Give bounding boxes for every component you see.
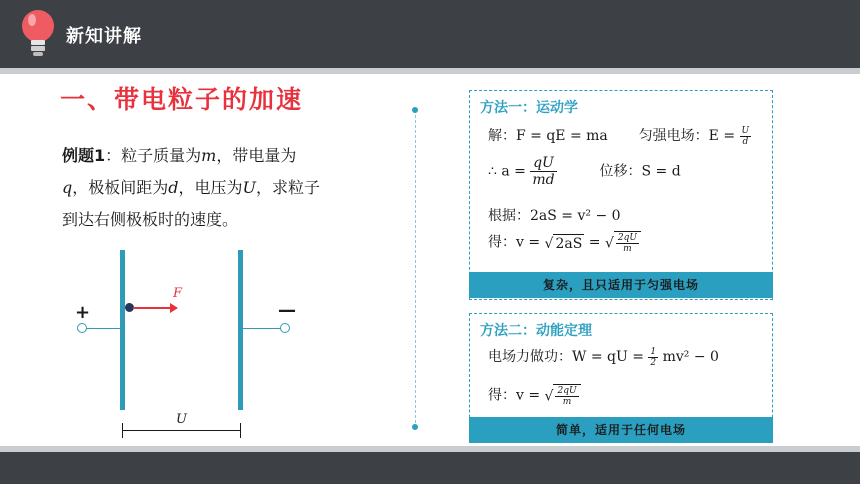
method2-frac-half: $\frac{1}{2}$ — [650, 346, 657, 368]
method1-line1-field: 匀强电场：E = — [638, 128, 736, 144]
vertical-divider — [415, 110, 416, 428]
method2-line1-ke: mv² − 0 — [662, 349, 719, 365]
sqrt-2qU-m-2: √ $\frac{2qU}{m}$ — [545, 384, 581, 407]
force-arrow-head — [170, 303, 178, 313]
method1-line2-acc: ∴ a = — [488, 163, 526, 180]
minus-sign: — — [278, 300, 296, 321]
method1-line2-disp: 位移：S = d — [599, 163, 681, 180]
method1-line1-eq: 解：F = qE = ma — [488, 128, 608, 144]
method1-line3: 根据：2aS = v² − 0 — [488, 208, 621, 224]
var-d: d — [168, 178, 179, 197]
method1-line4-result: 得：v = — [488, 234, 541, 251]
problem-text-4: ，电压为 — [178, 178, 243, 197]
problem-text-2: ，带电量为 — [216, 146, 297, 165]
method1-line4: 得：v = √ 2aS = √ $\frac{2qU}{m}$ — [488, 231, 641, 254]
header-title: 新知讲解 — [66, 26, 142, 47]
method2-note-band: 简单，适用于任何电场 — [469, 417, 773, 443]
method2-line2-result: 得：v = — [488, 387, 541, 404]
problem-text-3: ，极板间距为 — [72, 178, 169, 197]
var-m: m — [201, 146, 217, 165]
method1-title: 方法一：运动学 — [480, 100, 578, 116]
var-U: U — [242, 178, 257, 197]
right-terminal — [280, 323, 290, 333]
method1-frac-U-d: $\frac{U}{d}$ — [741, 125, 750, 147]
var-q: q — [62, 178, 73, 197]
method2-box — [469, 313, 773, 443]
plus-sign: + — [75, 302, 91, 323]
problem-statement — [62, 140, 322, 236]
force-label: F — [173, 286, 183, 301]
method2-line2 — [488, 384, 581, 407]
section-title: 一、带电粒子的加速 — [60, 85, 304, 114]
force-arrow — [133, 307, 173, 309]
left-plate — [120, 250, 125, 410]
lightbulb-icon — [18, 6, 58, 62]
problem-text-5: ，求粒子到达右侧极板时的速度。 — [62, 178, 321, 229]
left-wire — [85, 328, 120, 329]
left-terminal — [77, 323, 87, 333]
method2-line1-work: 电场力做功：W = qU = — [488, 349, 644, 365]
method1-box — [469, 90, 773, 300]
method2-title: 方法二：动能定理 — [480, 323, 592, 339]
sqrt-2qU-m: √ $\frac{2qU}{m}$ — [605, 231, 641, 254]
method1-line1 — [488, 125, 751, 147]
method2-line1 — [488, 346, 719, 368]
method1-frac-qU-md: $\frac{qU}{md}$ — [532, 155, 555, 188]
method1-note-band: 复杂，且只适用于匀强电场 — [469, 272, 773, 298]
sqrt-2aS: √ 2aS — [544, 235, 583, 252]
right-plate — [238, 250, 243, 410]
problem-label: 例题1 — [62, 146, 106, 165]
header-bar — [0, 0, 860, 68]
dimension-tick-left — [122, 423, 123, 438]
footer-bar — [0, 452, 860, 484]
header-divider — [0, 68, 860, 74]
method1-line2 — [488, 155, 681, 188]
dimension-tick-right — [240, 423, 241, 438]
capacitor-diagram — [60, 240, 320, 450]
problem-text-1: ：粒子质量为 — [105, 146, 202, 165]
voltage-dimension-line — [123, 430, 240, 431]
divider-dot-bottom — [412, 424, 418, 430]
right-wire — [243, 328, 281, 329]
divider-dot-top — [412, 107, 418, 113]
voltage-label: U — [176, 412, 187, 427]
